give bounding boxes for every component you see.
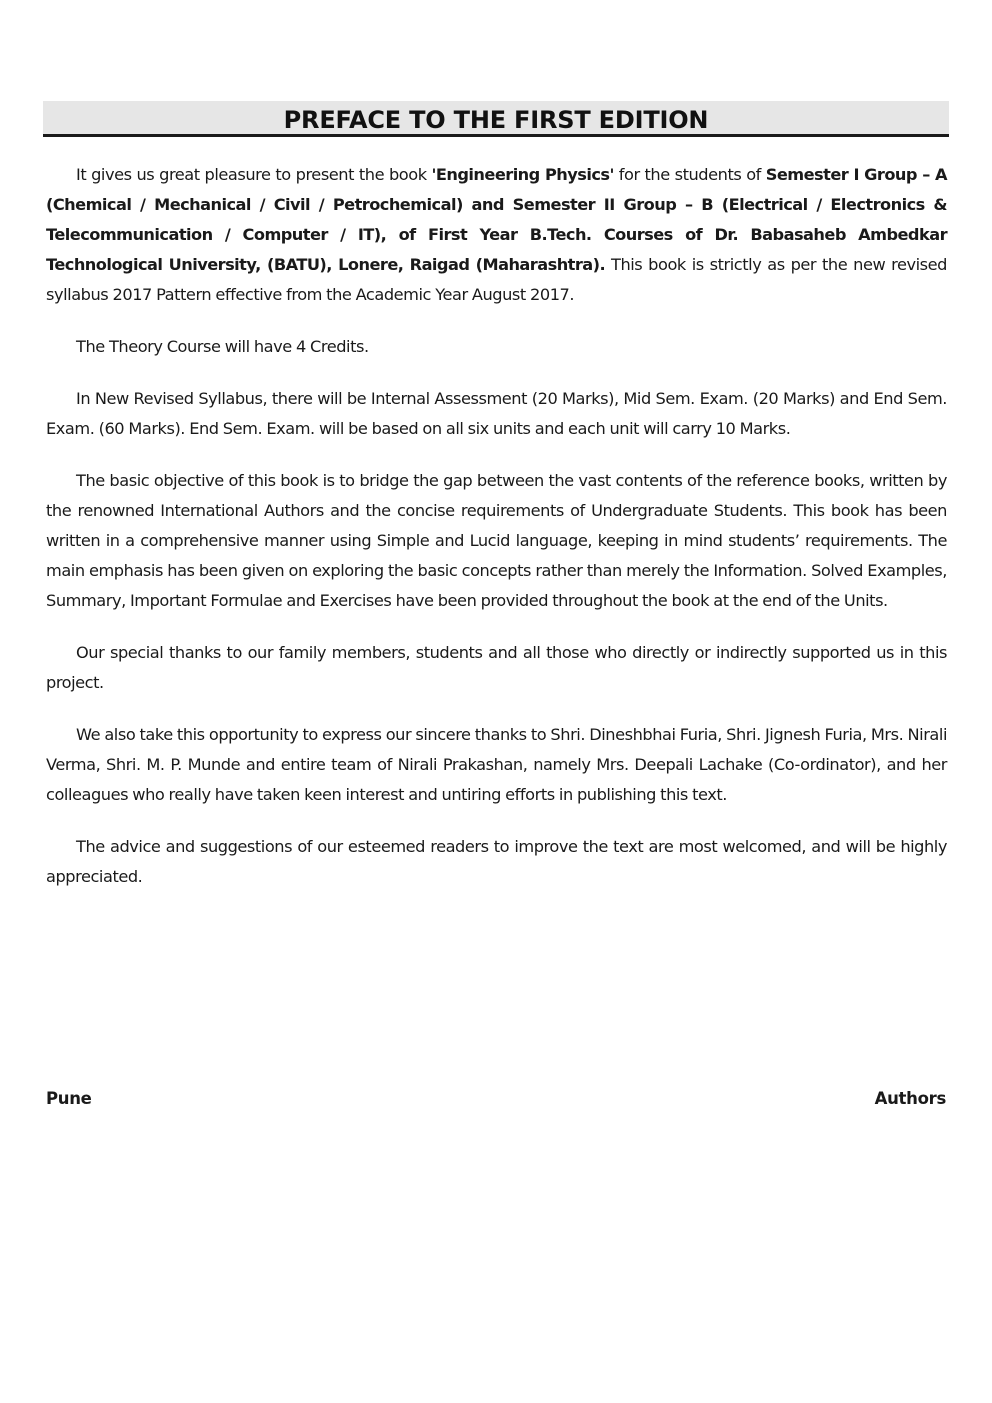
paragraph-objective: The basic objective of this book is to bridge the gap between the vast contents of the reference books, written by the renowned International Authors and the concise requirements of Undergraduate Students. This book has been written in a comprehensive manner using Simple and Lucid language, keeping in mind students’ requirements. The main emphasis has been given on exploring the basic concepts rather than merely the Information. Solved Examples, Summary, Important Formulae and Exercises have been provided throughout the book at the end of the Units. — [46, 471, 947, 610]
signature-line — [46, 1089, 946, 1108]
preface-body — [46, 160, 947, 914]
intro-text-end: This book is strictly as per the new revised syllabus 2017 Pattern effective from the Academic Year August 2017. — [46, 255, 947, 304]
authors-label: Authors — [874, 1089, 946, 1108]
book-title: 'Engineering Physics' — [431, 165, 614, 184]
course-details: Semester I Group – A (Chemical / Mechanical / Civil / Petrochemical) and Semester II Group – B (Electrical / Electronics & Telecommunication / Computer / IT), of First Year B.Tech. Courses of Dr. Babasaheb Ambedkar Technological University, (BATU), Lonere, Raigad (Maharashtra). — [46, 165, 947, 274]
paragraph-advice: The advice and suggestions of our esteemed readers to improve the text are most welcomed, and will be highly appreciated. — [46, 837, 947, 886]
paragraph-assessment: In New Revised Syllabus, there will be Internal Assessment (20 Marks), Mid Sem. Exam. (20 Marks) and End Sem. Exam. (60 Marks). End Sem. Exam. will be based on all six units and each unit will carry 10 Marks. — [46, 389, 947, 438]
place-label: Pune — [46, 1089, 92, 1108]
intro-text-middle: for the students of — [613, 165, 766, 184]
paragraph-intro — [46, 160, 947, 310]
paragraph-thanks-family: Our special thanks to our family members, students and all those who directly or indirectly supported us in this project. — [46, 643, 947, 692]
paragraph-credits: The Theory Course will have 4 Credits. — [76, 337, 369, 356]
page-title: PREFACE TO THE FIRST EDITION — [283, 105, 709, 134]
page-title-banner — [43, 101, 949, 137]
paragraph-thanks-publisher: We also take this opportunity to express our sincere thanks to Shri. Dineshbhai Furia, Shri. Jignesh Furia, Mrs. Nirali Verma, Shri. M. P. Munde and entire team of Nirali Prakashan, namely Mrs. Deepali Lachake (Co-ordinator), and her colleagues who really have taken keen interest and untiring efforts in publishing this text. — [46, 725, 947, 804]
intro-text-start: It gives us great pleasure to present the book — [76, 165, 432, 184]
